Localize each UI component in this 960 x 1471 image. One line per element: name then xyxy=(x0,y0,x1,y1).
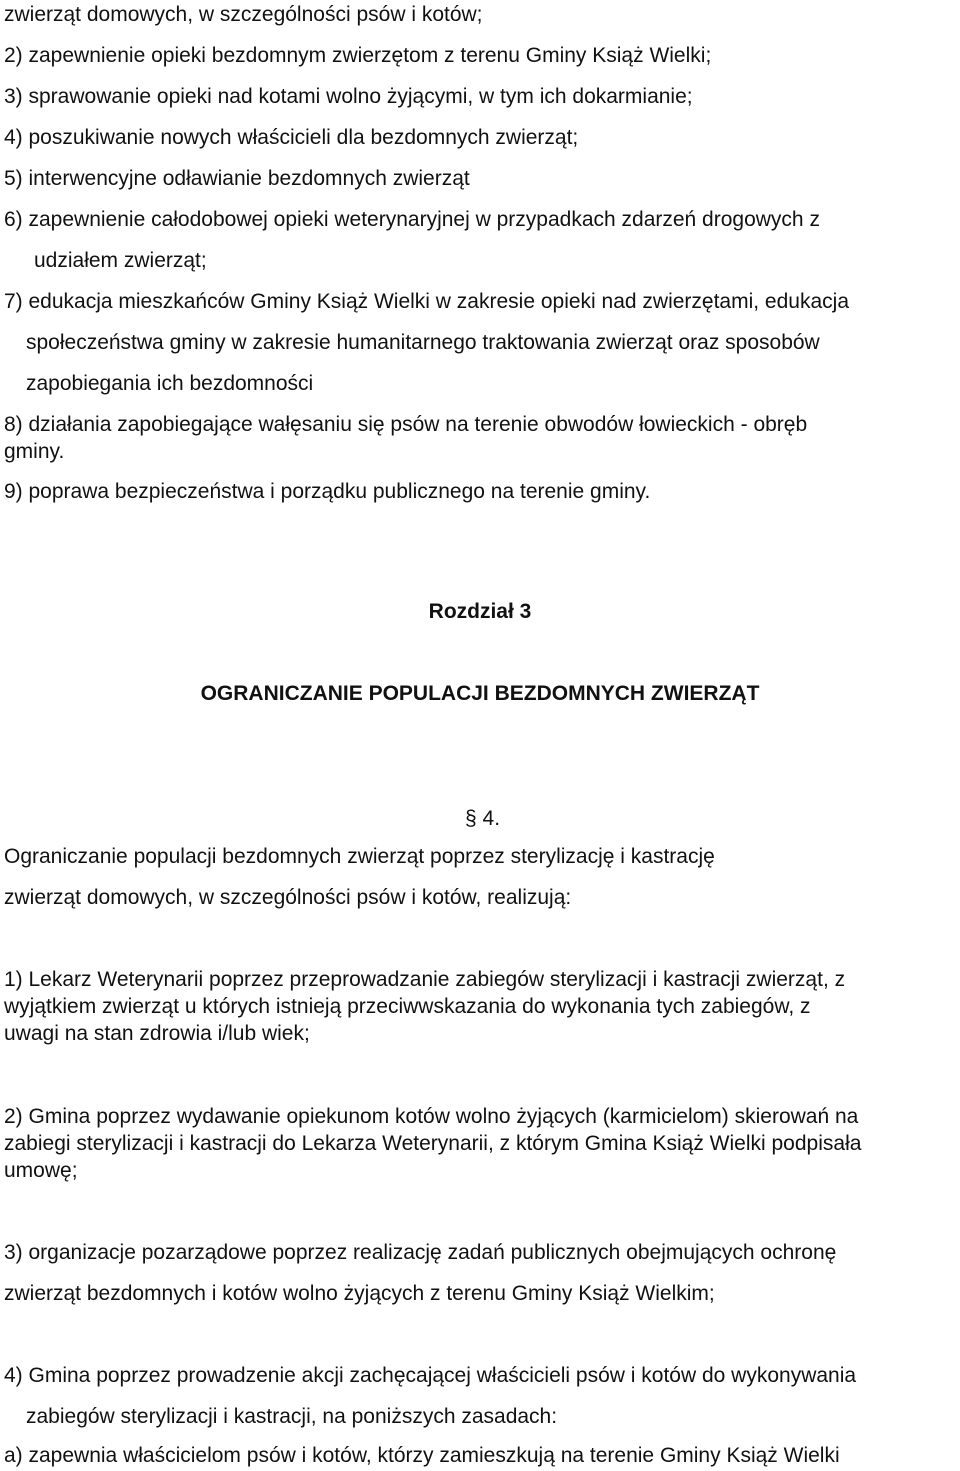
list-item-4: 4) poszukiwanie nowych właścicieli dla bezdomnych zwierząt; xyxy=(4,126,579,149)
section-mark: § 4. xyxy=(465,807,501,830)
section-item-2-cont: umowę; xyxy=(4,1159,78,1182)
section-item-1-cont: uwagi na stan zdrowia i/lub wiek; xyxy=(4,1022,310,1045)
section-item-2: 2) Gmina poprzez wydawanie opiekunom kotów wolno żyjących (karmicielom) skierowań na xyxy=(4,1105,859,1128)
chapter-title: OGRANICZANIE POPULACJI BEZDOMNYCH ZWIERZĄT xyxy=(200,682,760,705)
section-item-1-cont: wyjątkiem zwierząt u których istnieją przeciwwskazania do wykonania tych zabiegów, z xyxy=(4,995,811,1018)
list-item-5: 5) interwencyjne odławianie bezdomnych zwierząt xyxy=(4,167,470,190)
section-item-2-cont: zabiegi sterylizacji i kastracji do Lekarza Weterynarii, z którym Gmina Książ Wielki podpisała xyxy=(4,1132,862,1155)
list-line: zwierząt domowych, w szczególności psów i kotów; xyxy=(4,3,483,26)
list-item-7-cont: zapobiegania ich bezdomności xyxy=(26,372,314,395)
section-item-3: 3) organizacje pozarządowe poprzez realizację zadań publicznych obejmujących ochronę xyxy=(4,1241,837,1264)
list-item-6: 6) zapewnienie całodobowej opieki weterynaryjnej w przypadkach zdarzeń drogowych z xyxy=(4,208,820,231)
list-item-9: 9) poprawa bezpieczeństwa i porządku publicznego na terenie gminy. xyxy=(4,480,651,503)
list-item-8: 8) działania zapobiegające wałęsaniu się psów na terenie obwodów łowieckich - obręb xyxy=(4,413,808,436)
section-intro-line: zwierząt domowych, w szczególności psów i kotów, realizują: xyxy=(4,886,572,909)
list-item-3: 3) sprawowanie opieki nad kotami wolno żyjącymi, w tym ich dokarmianie; xyxy=(4,85,693,108)
list-item-7-cont: społeczeństwa gminy w zakresie humanitarnego traktowania zwierząt oraz sposobów xyxy=(26,331,820,354)
list-item-2: 2) zapewnienie opieki bezdomnym zwierzętom z terenu Gminy Książ Wielki; xyxy=(4,44,712,67)
list-item-6-cont: udziałem zwierząt; xyxy=(34,249,207,272)
section-item-4-cont: zabiegów sterylizacji i kastracji, na poniższych zasadach: xyxy=(26,1405,558,1428)
section-item-3-cont: zwierząt bezdomnych i kotów wolno żyjących z terenu Gminy Książ Wielkim; xyxy=(4,1282,715,1305)
list-item-8-cont: gminy. xyxy=(4,440,65,463)
chapter-number: Rozdział 3 xyxy=(428,600,532,623)
section-item-4a: a) zapewnia właścicielom psów i kotów, którzy zamieszkują na terenie Gminy Książ Wielki xyxy=(4,1444,840,1467)
section-item-1: 1) Lekarz Weterynarii poprzez przeprowadzanie zabiegów sterylizacji i kastracji zwierząt, z xyxy=(4,968,846,991)
list-item-7: 7) edukacja mieszkańców Gminy Książ Wielki w zakresie opieki nad zwierzętami, edukacja xyxy=(4,290,849,313)
section-item-4: 4) Gmina poprzez prowadzenie akcji zachęcającej właścicieli psów i kotów do wykonywania xyxy=(4,1364,857,1387)
section-intro-line: Ograniczanie populacji bezdomnych zwierząt poprzez sterylizację i kastrację xyxy=(4,845,715,868)
